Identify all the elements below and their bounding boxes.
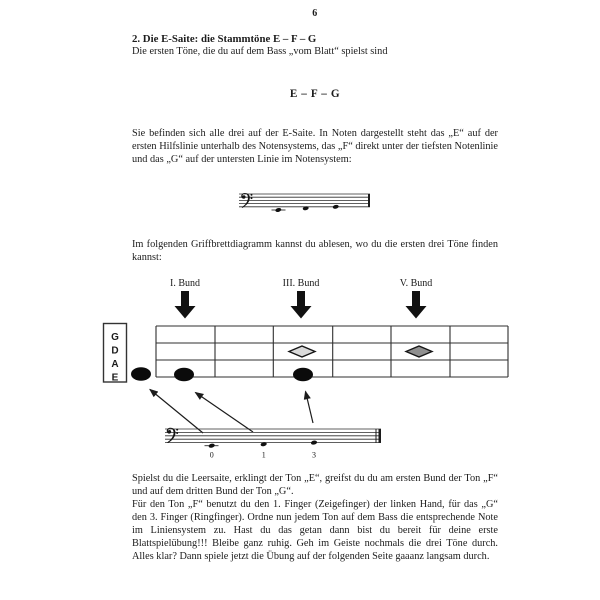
string-label-g: G <box>111 332 119 343</box>
string-label-a: A <box>111 359 119 370</box>
section-heading: 2. Die E-Saite: die Stammtöne E – F – G <box>132 33 317 45</box>
fret-label-1: I. Bund <box>170 278 200 289</box>
note-heads <box>272 204 340 212</box>
paragraph-text: Im folgenden Griffbrettdiagramm kannst du ablesen, wo du die ersten drei Töne finden kannst: <box>132 239 498 263</box>
note-e <box>208 443 215 448</box>
closing-paragraphs <box>132 472 498 563</box>
pointer-arrows <box>150 390 313 434</box>
paragraph-staff-location <box>132 127 498 166</box>
down-arrow-icon <box>175 291 196 319</box>
fret-marker-diamond-3 <box>289 346 315 357</box>
open-string-dot <box>131 367 151 381</box>
final-barline <box>368 194 370 207</box>
finger-position-dots <box>131 367 313 381</box>
fingering-0: 0 <box>209 450 214 460</box>
fret-label-5: V. Bund <box>399 278 433 289</box>
down-arrows <box>175 291 427 319</box>
down-arrow-icon <box>291 291 312 319</box>
note-heads <box>205 440 318 448</box>
note-e <box>275 207 282 212</box>
note-g <box>332 204 339 209</box>
down-arrow-icon <box>406 291 427 319</box>
staff-lines <box>165 429 381 443</box>
fret-marker-diamond-5 <box>406 346 432 357</box>
final-barline <box>379 429 382 443</box>
staff-lines <box>239 194 370 207</box>
paragraph-text: Sie befinden sich alle drei auf der E-Saite. In Noten dargestellt steht das „E“ auf der ersten Hilfslinie unterhalb des Notensystems, das „F“ direkt unter der tiefsten Notenlinie und das „G“ auf der untersten Linie im Notensystem: <box>132 128 498 165</box>
fingering-1: 1 <box>261 450 266 460</box>
fret1-dot <box>174 368 194 382</box>
pointer-arrow-icon <box>150 390 203 434</box>
notes-emphasis: E – F – G <box>289 88 341 100</box>
fretboard-diagram <box>90 270 520 465</box>
staff-upper <box>236 186 376 218</box>
pointer-arrow-icon <box>306 392 314 424</box>
string-label-d: D <box>111 345 119 357</box>
pointer-arrow-icon <box>196 393 254 433</box>
fret-label-3: III. Bund <box>282 278 320 289</box>
staff-lower <box>165 428 381 460</box>
closing-paragraph-2: Für den Ton „F“ benutzt du den 1. Finger (Zeigefinger) der linken Hand, für das „G“ den 3. Finger (Ringfinger). Ordne nun jedem Ton auf dem Bass die entsprechende Note im Liniensystem zu. Hast du das getan dann bist du bereit für deine erste Blattspielübung!!! Bleibe ganz ruhig. Geh im Geiste nochmals die drei Töne durch. Alles klar? Dann spiele jetzt die Übung auf der folgenden Seite gaaanz langsam durch. <box>132 499 498 562</box>
intro-line: Die ersten Töne, die du auf dem Bass „vom Blatt“ spielst sind <box>132 45 388 57</box>
note-g <box>311 440 318 445</box>
fret3-dot <box>293 368 313 382</box>
fingering-3: 3 <box>312 450 316 460</box>
bass-clef-icon <box>167 428 178 443</box>
closing-paragraph-1: Spielst du die Leersaite, erklingt der Ton „E“, greifst du du am ersten Bund der Ton „F“ und auf dem dritten Bund der Ton „G“. <box>132 473 498 497</box>
page-number: 6 <box>312 8 318 19</box>
fretboard-grid <box>156 326 508 377</box>
string-labels-box <box>104 324 127 384</box>
paragraph-diagram-intro <box>132 238 498 264</box>
string-label-e: E <box>111 372 119 384</box>
